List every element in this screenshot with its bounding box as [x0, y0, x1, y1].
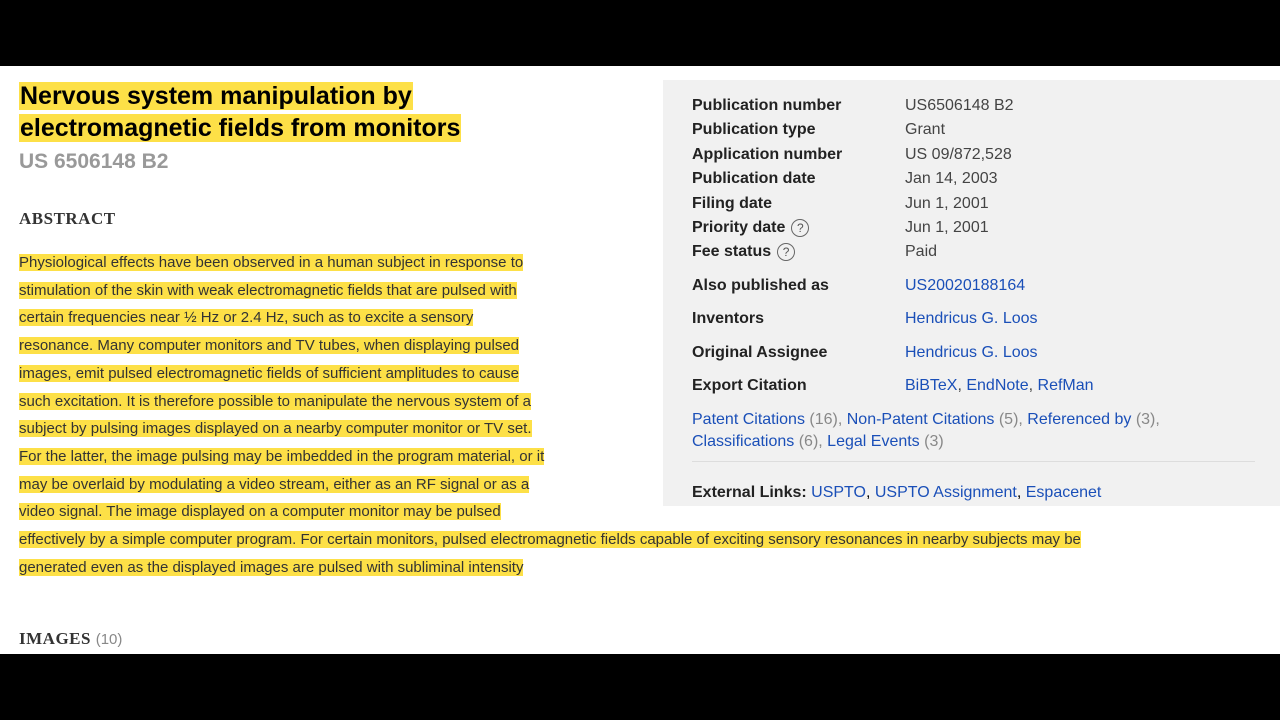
- priority-date-label: Priority date ?: [692, 219, 809, 237]
- inventor-link[interactable]: Hendricus G. Loos: [905, 310, 1038, 327]
- legal-events-link[interactable]: Legal Events: [827, 433, 920, 450]
- assignee-label: Original Assignee: [692, 344, 828, 361]
- endnote-link[interactable]: EndNote: [966, 377, 1029, 394]
- assignee-link[interactable]: Hendricus G. Loos: [905, 344, 1038, 361]
- export-citation-label: Export Citation: [692, 377, 807, 394]
- abstract-heading: ABSTRACT: [19, 209, 116, 228]
- images-count: (10): [95, 631, 123, 648]
- abstract-line: stimulation of the skin with weak electromagnetic fields that are pulsed with: [19, 281, 517, 299]
- publication-date-label: Publication date: [692, 170, 816, 187]
- images-heading: IMAGES (10): [19, 629, 123, 648]
- bibtex-link[interactable]: BiBTeX: [905, 377, 958, 394]
- uspto-assignment-link[interactable]: USPTO Assignment: [874, 484, 1017, 501]
- abstract-line: video signal. The image displayed on a computer monitor may be pulsed: [19, 503, 501, 521]
- publication-date-value: Jan 14, 2003: [905, 170, 998, 187]
- filing-date-value: Jun 1, 2001: [905, 195, 989, 212]
- title-line-2: electromagnetic fields from monitors: [20, 114, 461, 142]
- external-links-label: External Links:: [692, 484, 807, 501]
- referenced-by-count: (3): [1135, 411, 1156, 428]
- publication-type-value: Grant: [905, 121, 946, 138]
- help-icon[interactable]: ?: [791, 219, 809, 237]
- publication-number-value: US6506148 B2: [905, 97, 1014, 114]
- publication-id: US 6506148 B2: [19, 150, 169, 173]
- abstract-line: generated even as the displayed images are pulsed with subliminal intensity: [19, 558, 524, 576]
- filing-date-label: Filing date: [692, 195, 772, 212]
- classifications-count: (6): [798, 433, 819, 450]
- fee-status-label: Fee status ?: [692, 243, 795, 261]
- abstract-line: resonance. Many computer monitors and TV tubes, when displaying pulsed: [19, 337, 520, 355]
- abstract-line: such excitation. It is therefore possible to manipulate the nervous system of a: [19, 392, 531, 410]
- abstract-line: may be overlaid by modulating a video stream, either as an RF signal or as a: [19, 475, 530, 493]
- also-published-label: Also published as: [692, 277, 829, 294]
- abstract-line: Physiological effects have been observed in a human subject in response to: [19, 254, 524, 271]
- non-patent-citations-link[interactable]: Non-Patent Citations: [846, 411, 995, 428]
- abstract-line: certain frequencies near ½ Hz or 2.4 Hz, such as to excite a sensory: [19, 309, 474, 327]
- classifications-link[interactable]: Classifications: [692, 433, 795, 450]
- abstract-line: images, emit pulsed electromagnetic fields of sufficient amplitudes to cause: [19, 364, 519, 382]
- uspto-link[interactable]: USPTO: [811, 484, 866, 501]
- referenced-by-link[interactable]: Referenced by: [1027, 411, 1132, 428]
- legal-events-count: (3): [924, 433, 944, 450]
- patent-citations-count: (16): [809, 411, 838, 428]
- external-links: External Links: USPTO, USPTO Assignment, Espacenet: [692, 484, 1102, 501]
- non-patent-citations-count: (5): [998, 411, 1019, 428]
- divider: [692, 461, 1255, 462]
- patent-page: [0, 66, 1280, 654]
- help-icon[interactable]: ?: [777, 243, 795, 261]
- application-number-label: Application number: [692, 146, 843, 163]
- refman-link[interactable]: RefMan: [1037, 377, 1094, 394]
- page-title: [19, 80, 461, 144]
- inventors-label: Inventors: [692, 310, 765, 327]
- application-number-value: US 09/872,528: [905, 146, 1012, 163]
- citation-links: Patent Citations (16), Non-Patent Citations (5), Referenced by (3), Classifications (6), Legal Events (3): [692, 411, 1160, 450]
- publication-type-label: Publication type: [692, 121, 816, 138]
- patent-metadata-panel: [663, 80, 1280, 506]
- patent-citations-link[interactable]: Patent Citations: [692, 411, 805, 428]
- abstract-line: subject by pulsing images displayed on a nearby computer monitor or TV set.: [19, 420, 532, 438]
- title-line-1: Nervous system manipulation by: [20, 82, 412, 110]
- priority-date-value: Jun 1, 2001: [905, 219, 989, 236]
- export-citation-links: BiBTeX, EndNote, RefMan: [905, 377, 1094, 394]
- publication-number-label: Publication number: [692, 97, 842, 114]
- fee-status-value: Paid: [905, 243, 938, 260]
- abstract-line: For the latter, the image pulsing may be imbedded in the program material, or it: [19, 447, 545, 465]
- espacenet-link[interactable]: Espacenet: [1025, 484, 1102, 501]
- abstract-line: effectively by a simple computer program. For certain monitors, pulsed electromagnetic fields capable of exciting sensory resonances in nearby subjects may be: [19, 531, 1081, 549]
- also-published-link[interactable]: US20020188164: [905, 277, 1026, 294]
